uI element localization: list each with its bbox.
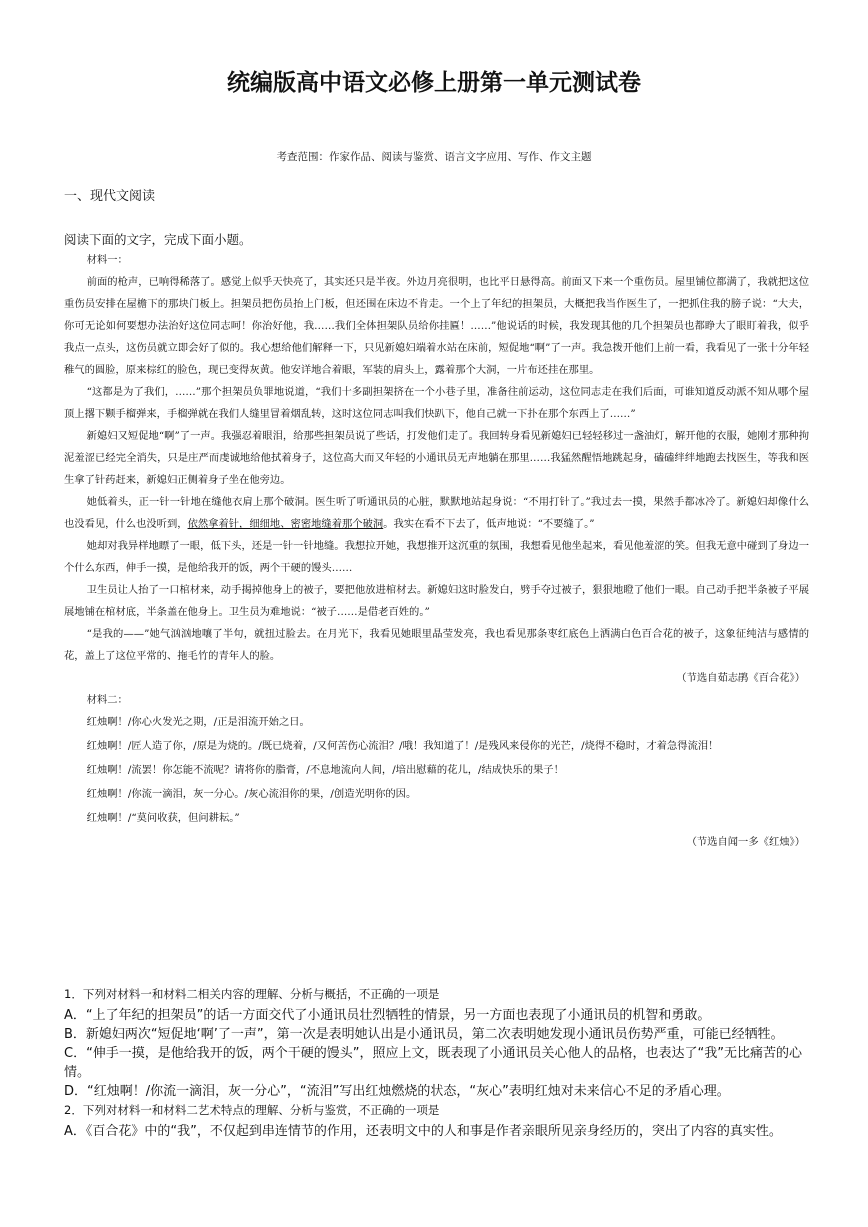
question-1-option-a: A．“上了年纪的担架员”的话一方面交代了小通讯员壮烈牺牲的情景，另一方面也表现了小通讯员的机智和勇敢。 [64, 1008, 711, 1023]
page-title: 统编版高中语文必修上册第一单元测试卷 [227, 70, 641, 96]
poem-stanza: 红烛啊！/流罢！你怎能不流呢？请将你的脂膏，/不息地流向人间，/培出慰藉的花儿，/结成快乐的果子！ [86, 764, 564, 776]
passage-paragraph: 新媳妇又短促地“啊”了一声。我强忍着眼泪，给那些担架员说了些话，打发他们走了。我回转身看见新媳妇已轻轻移过一盏油灯，解开他的衣服，她刚才那种拘泥羞涩已经完全消失，只是庄严而虔诚地给他拭着身子，这位高大而又年轻的小通讯员无声地躺在那里……我猛然醒悟地跳起身，磕磕绊绊地跑去找医生，等我和医生拿了针药赶来，新媳妇正侧着身子坐在他旁边。 [64, 430, 809, 486]
poem-stanza: 红烛啊！/“莫问收获，但问耕耘。” [86, 812, 240, 824]
material-two-label: 材料二： [86, 694, 128, 706]
poem-stanza: 红烛啊！/匠人造了你，/原是为烧的。/既已烧着，/又何苦伤心流泪？/哦！我知道了！/是残风来侵你的光芒，/烧得不稳时，才着急得流泪！ [86, 740, 719, 752]
passage-paragraph: 前面的枪声，已响得稀落了。感觉上似乎天快亮了，其实还只是半夜。外边月亮很明，也比平日悬得高。前面又下来一个重伤员。屋里铺位都满了，我就把这位重伤员安排在屋檐下的那块门板上。担架员把伤员抬上门板，但还围在床边不肯走。一个上了年纪的担架员，大概把我当作医生了，一把抓住我的膀子说：“大夫，你可无论如何要想办法治好这位同志呵！你治好他，我……我们全体担架队员给你挂匾！……”他说话的时候，我发现其他的几个担架员也都睁大了眼盯着我，似乎我点一点头，这伤员就立即会好了似的。我心想给他们解释一下，只见新媳妇端着水站在床前，短促地“啊”了一声。我急拨开他们上前一看，我看见了一张十分年轻稚气的圆脸，原来棕红的脸色，现已变得灰黄。他安详地合着眼，军装的肩头上，露着那个大洞，一片布还挂在那里。 [64, 276, 809, 376]
poem-stanza: 红烛啊！/你心火发光之期，/正是泪流开始之日。 [86, 716, 310, 728]
passage-paragraph [64, 491, 809, 535]
material-one-label: 材料一： [86, 254, 128, 266]
question-2-stem: 2．下列对材料一和材料二艺术特点的理解、分析与鉴赏，不正确的一项是 [64, 1103, 440, 1117]
passage-paragraph: “是我的——”她气汹汹地嚷了半句，就扭过脸去。在月光下，我看见她眼里晶莹发亮，我也看见那条枣红底色上洒满白色百合花的被子，这象征纯洁与感情的花，盖上了这位平常的、拖毛竹的青年人的脸。 [64, 628, 809, 662]
paragraph-text: 她低着头，正一针一针地在缝他衣肩上那个破洞。医生听了听通讯员的心脏，默默地站起身说：“不用打针了。”我过去一摸，果然手都冰冷了。新媳妇却像什么也没看见，什么也没听到， [64, 496, 809, 530]
material-one-source: （节选自茹志鹃《百合花》） [676, 672, 805, 684]
passage-paragraph: 卫生员让人抬了一口棺材来，动手揭掉他身上的被子，要把他放进棺材去。新媳妇这时脸发白，劈手夺过被子，狠狠地瞪了他们一眼。自己动手把半条被子平展展地铺在棺材底，半条盖在他身上。卫生员为难地说：“被子……是借老百姓的。” [64, 584, 809, 618]
material-two-source: （节选自闻一多《红烛》） [686, 836, 805, 848]
questions [64, 985, 812, 1141]
section-heading: 一、现代文阅读 [64, 189, 156, 204]
paragraph-text: 。我实在看不下去了，低声地说：“不要缝了。” [383, 518, 595, 530]
poem-stanza: 红烛啊！/你流一滴泪，灰一分心。/灰心流泪你的果，/创造光明你的因。 [86, 788, 417, 800]
question-1-option-b: B．新媳妇两次“短促地‘啊’了一声”，第一次是表明她认出是小通讯员，第二次表明她发现小通讯员伤势严重，可能已经牺牲。 [64, 1027, 784, 1042]
passage-paragraph: “这都是为了我们，……”那个担架员负罪地说道，“我们十多副担架挤在一个小巷子里，准备往前运动，这位同志走在我们后面，可谁知道反动派不知从哪个屋顶上撂下颗手榴弹来，手榴弹就在我们人缝里冒着烟乱转，这时这位同志叫我们快趴下，他自己就一下扑在那个东西上了……” [64, 386, 809, 420]
reading-passages [64, 249, 809, 853]
question-1-option-d: D．“红烛啊！/你流一滴泪，灰一分心”，“流泪”写出红烛燃烧的状态，“灰心”表明红烛对未来信心不足的矛盾心理。 [64, 1084, 730, 1099]
underlined-sentence: 依然拿着针，细细地、密密地缝着那个破洞 [187, 518, 384, 530]
reading-instruction: 阅读下面的文字，完成下面小题。 [64, 232, 252, 247]
question-2-option-a: A．《百合花》中的“我”，不仅起到串连情节的作用，还表明文中的人和事是作者亲眼所见亲身经历的，突出了内容的真实性。 [64, 1124, 782, 1139]
question-1-stem: 1．下列对材料一和材料二相关内容的理解、分析与概括，不正确的一项是 [64, 987, 440, 1001]
question-1-option-c: C．“伸手一摸，是他给我开的饭，两个干硬的馒头”，照应上文，既表现了小通讯员关心他人的品格，也表达了“我”无比痛苦的心情。 [64, 1046, 803, 1080]
exam-scope: 考查范围：作家作品、阅读与鉴赏、语言文字应用、写作、作文主题 [276, 151, 592, 163]
passage-paragraph: 她却对我异样地瞟了一眼，低下头，还是一针一针地缝。我想拉开她，我想推开这沉重的氛围，我想看见他坐起来，看见他羞涩的笑。但我无意中碰到了身边一个什么东西，伸手一摸，是他给我开的饭，两个干硬的馒头…… [64, 540, 809, 574]
